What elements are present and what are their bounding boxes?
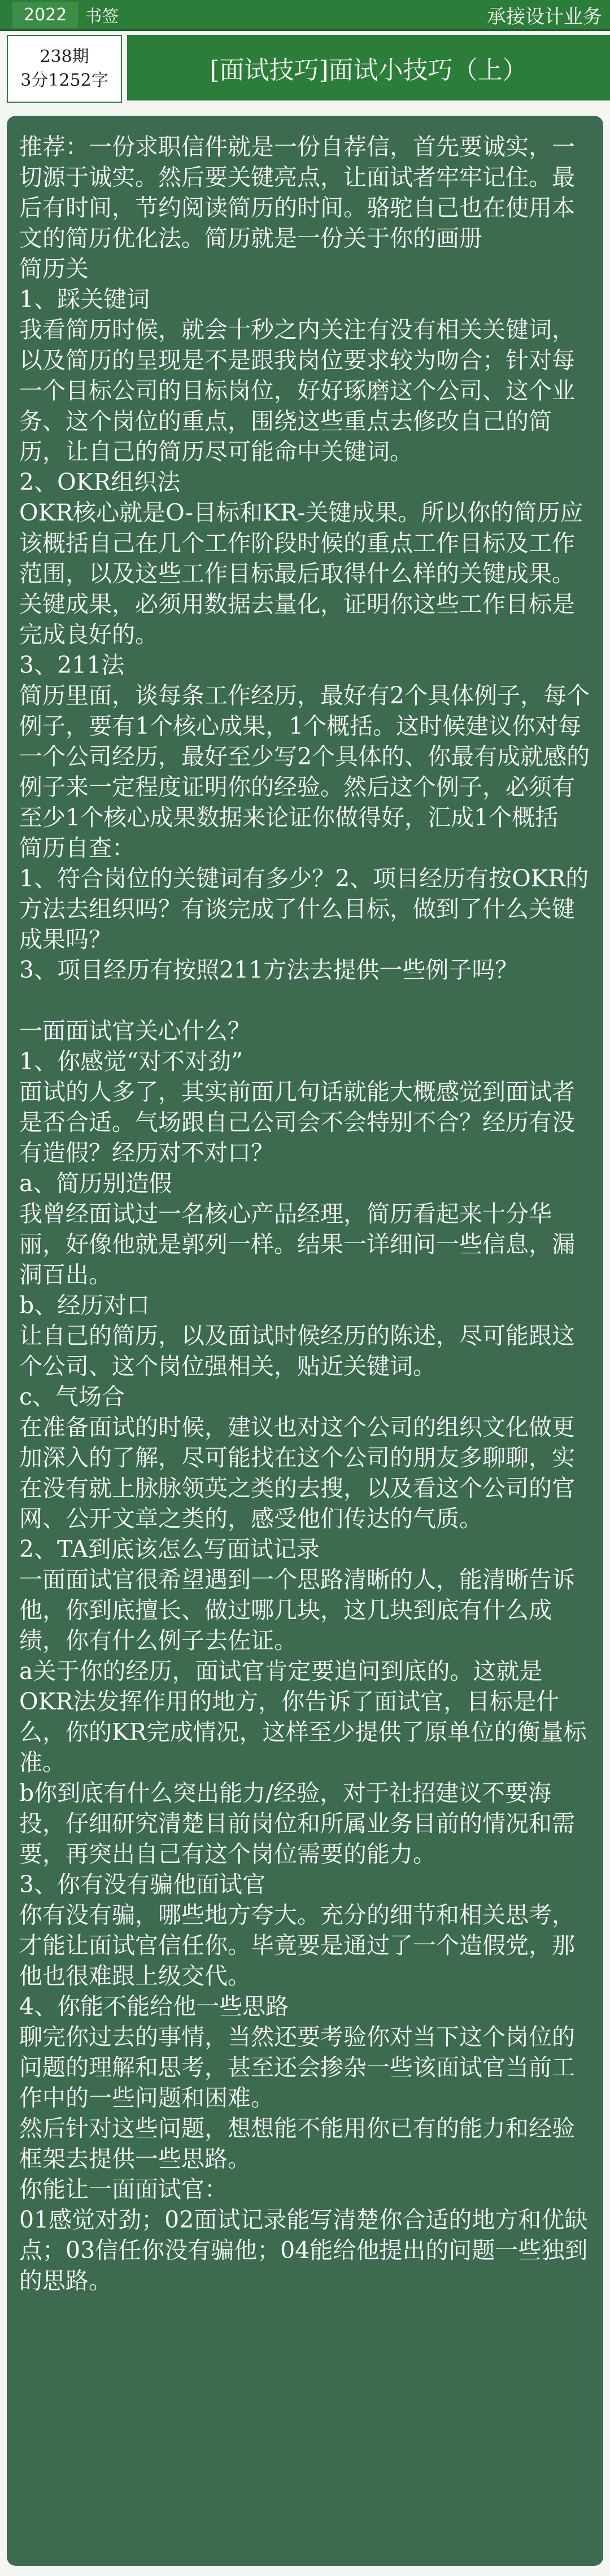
article-meta	[7, 35, 122, 103]
section-heading: 简历关	[19, 255, 89, 282]
section-heading: 简历自查：	[19, 834, 135, 861]
subheading: 1、踩关键词	[19, 286, 150, 313]
paragraph: 让自己的简历，以及面试时候经历的陈述，尽可能跟这个公司、这个岗位强相关，贴近关键词。	[19, 1322, 575, 1380]
top-bar	[0, 0, 610, 31]
subheading: 2、TA到底该怎么写面试记录	[19, 1536, 320, 1563]
brand-text: 承接设计业务	[487, 5, 602, 28]
subheading: 3、你有没有骗他面试官	[19, 1871, 266, 1898]
subheading: 1、你感觉“对不对劲”	[19, 1048, 243, 1075]
year-badge[interactable]: 2022	[12, 2, 78, 28]
subheading: b、经历对口	[19, 1292, 150, 1319]
paragraph: 你有没有骗，哪些地方夸大。充分的细节和相关思考，才能让面试官信任你。毕竟要是通过了一个造假党，那他也很难跟上级交代。	[19, 1901, 575, 1989]
page-title: [面试技巧]面试小技巧（上）	[210, 56, 528, 85]
paragraph: 然后针对这些问题，想想能不能用你已有的能力和经验框架去提供一些思路。	[19, 2115, 575, 2172]
paragraph: 推荐：一份求职信件就是一份自荐信，首先要诚实，一切源于诚实。然后要关键亮点，让面试者牢牢记住。最后有时间，节约阅读简历的时间。骆驼自己也在使用本文的简历优化法。简历就是一份关于你的画册	[19, 133, 575, 252]
issue-number: 238期	[40, 47, 89, 67]
paragraph: a关于你的经历，面试官肯定要追问到底的。这就是OKR法发挥作用的地方，你告诉了面试官，目标是什么，你的KR完成情况，这样至少提供了原单位的衡量标准。	[19, 1657, 587, 1776]
subheading: 2、OKR组织法	[19, 469, 181, 496]
paragraph: 在准备面试的时候，建议也对这个公司的组织文化做更加深入的了解，尽可能找在这个公司的朋友多聊聊，实在没有就上脉脉领英之类的去搜，以及看这个公司的官网、公开文章之类的，感受他们传达的气质。	[19, 1414, 575, 1532]
title-banner	[127, 35, 610, 100]
article-body	[7, 116, 603, 2566]
paragraph: 面试的人多了，其实前面几句话就能大概感觉到面试者是否合适。气场跟自己公司会不会特别不合？经历有没有造假？经历对不对口？	[19, 1078, 575, 1166]
paragraph: 1、符合岗位的关键词有多少？2、项目经历有按OKR的方法去组织吗？有谈完成了什么目标，做到了什么关键成果吗？	[19, 865, 589, 953]
paragraph: 聊完你过去的事情，当然还要考验你对当下这个岗位的问题的理解和思考，甚至还会掺杂一些该面试官当前工作中的一些问题和困难。	[19, 2023, 575, 2111]
paragraph: 3、项目经历有按照211方法去提供一些例子吗？	[19, 956, 518, 983]
paragraph: 我看简历时候，就会十秒之内关注有没有相关关键词，以及简历的呈现是不是跟我岗位要求较为吻合；针对每一个目标公司的目标岗位，好好琢磨这个公司、这个业务、这个岗位的重点，围绕这些重点去修改自己的简历，让自己的简历尽可能命中关键词。	[19, 316, 575, 465]
paragraph: 简历里面，谈每条工作经历，最好有2个具体例子，每个例子，要有1个核心成果，1个概括。这时候建议你对每一个公司经历，最好至少写2个具体的、你最有成就感的例子来一定程度证明你的经验。然后这个例子，必须有至少1个核心成果数据来论证你做得好，汇成1个概括	[19, 682, 590, 831]
paragraph: 你能让一面面试官：	[19, 2176, 228, 2203]
subheading: a、简历别造假	[19, 1170, 172, 1197]
paragraph: 我曾经面试过一名核心产品经理，简历看起来十分华丽，好像他就是郭列一样。结果一详细问一些信息，漏洞百出。	[19, 1200, 575, 1288]
paragraph: 一面面试官很希望遇到一个思路清晰的人，能清晰告诉他，你到底擅长、做过哪几块，这几块到底有什么成绩，你有什么例子去佐证。	[19, 1566, 575, 1654]
paragraph: OKR核心就是O-目标和KR-关键成果。所以你的简历应该概括自己在几个工作阶段时候的重点工作目标及工作范围，以及这些工作目标最后取得什么样的关键成果。关键成果，必须用数据去量化，证明你这些工作目标是完成良好的。	[19, 499, 583, 648]
word-count: 3分1252字	[20, 71, 108, 90]
subheading: 4、你能不能给他一些思路	[19, 1993, 289, 2020]
subheading: 3、211法	[19, 651, 125, 679]
bookmark-label[interactable]: 书签	[85, 7, 119, 27]
spacer	[19, 985, 591, 1016]
section-heading: 一面面试官关心什么？	[19, 1017, 251, 1044]
paragraph: b你到底有什么突出能力/经验，对于社招建议不要海投，仔细研究清楚目前岗位和所属业务目前的情况和需要，再突出自己有这个岗位需要的能力。	[19, 1779, 575, 1868]
subheading: c、气场合	[19, 1383, 125, 1410]
paragraph: 01感觉对劲；02面试记录能写清楚你合适的地方和优缺点；03信任你没有骗他；04能给他提出的问题一些独到的思路。	[19, 2206, 588, 2294]
